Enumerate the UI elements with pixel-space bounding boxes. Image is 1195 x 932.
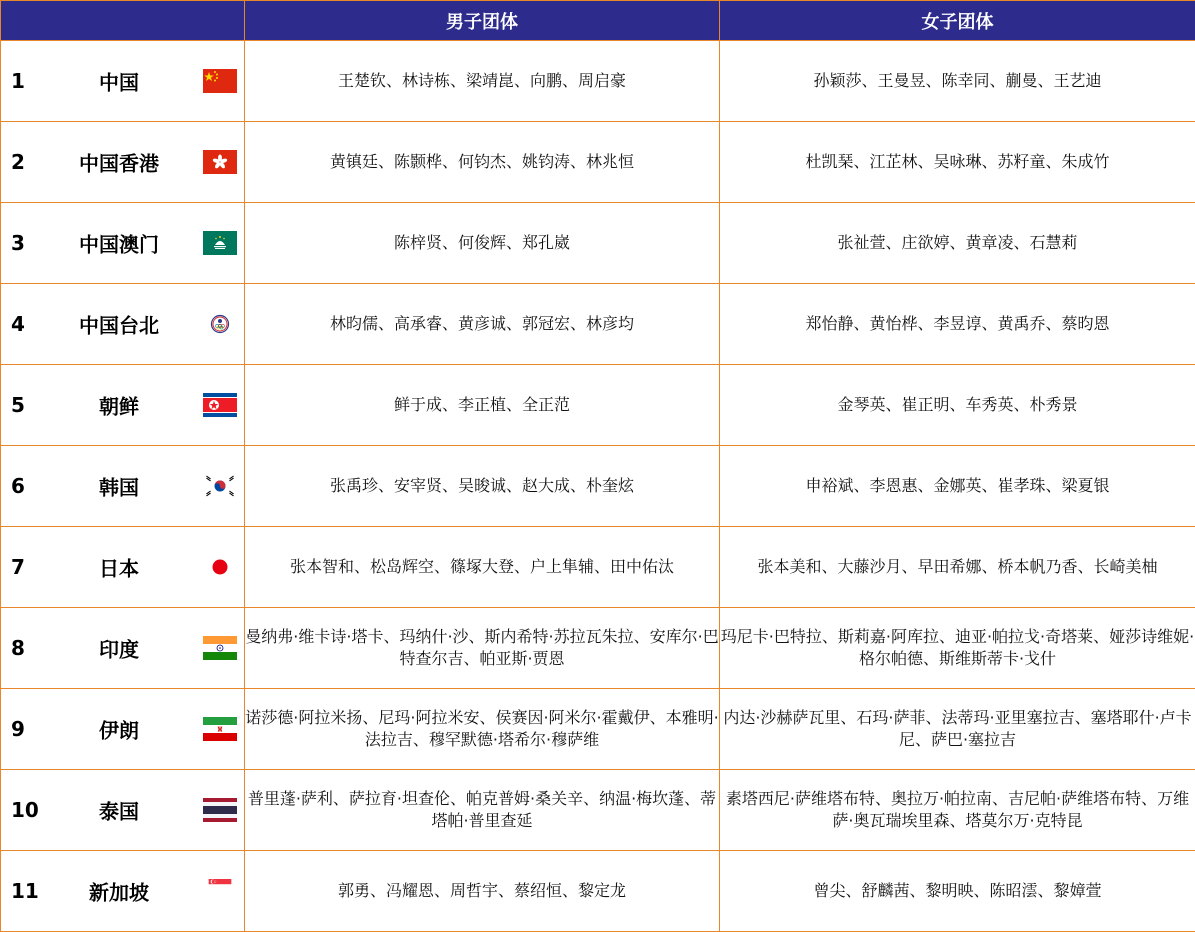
table-row xyxy=(1,365,1195,446)
country-cell xyxy=(1,689,245,770)
table-row xyxy=(1,284,1195,365)
rank-number: 9 xyxy=(11,717,25,741)
header-men-team: 男子团体 xyxy=(245,1,720,41)
country-name: 伊朗 xyxy=(99,715,139,744)
country-cell xyxy=(1,41,245,122)
women-team-players: 郑怡静、黄怡桦、李昱谆、黄禹乔、蔡昀恩 xyxy=(720,284,1195,365)
country-cell xyxy=(1,770,245,851)
men-team-players: 张本智和、松岛辉空、篠塚大登、户上隼辅、田中佑汰 xyxy=(245,527,720,608)
women-team-players: 申裕斌、李恩惠、金娜英、崔孝珠、梁夏银 xyxy=(720,446,1195,527)
table-row xyxy=(1,41,1195,122)
iran-flag-icon xyxy=(203,717,237,741)
men-team-players: 黄镇廷、陈颢桦、何钧杰、姚钧涛、林兆恒 xyxy=(245,122,720,203)
women-team-players: 杜凯琹、江芷林、吴咏琳、苏籽童、朱成竹 xyxy=(720,122,1195,203)
country-cell xyxy=(1,122,245,203)
men-team-players: 林昀儒、高承睿、黄彦诚、郭冠宏、林彦均 xyxy=(245,284,720,365)
rank-number: 6 xyxy=(11,474,25,498)
header-country-cell xyxy=(1,1,245,41)
country-cell xyxy=(1,203,245,284)
chinese-taipei-flag-icon xyxy=(203,312,237,336)
japan-flag-icon xyxy=(203,555,237,579)
country-name: 中国台北 xyxy=(79,310,159,339)
india-flag-icon xyxy=(203,636,237,660)
table-row xyxy=(1,203,1195,284)
hong-kong-flag-icon xyxy=(203,150,237,174)
country-cell xyxy=(1,608,245,689)
singapore-flag-icon xyxy=(203,879,237,895)
country-cell xyxy=(1,284,245,365)
rank-number: 4 xyxy=(11,312,25,336)
china-flag-icon xyxy=(203,69,237,93)
men-team-players: 诺莎德·阿拉米扬、尼玛·阿拉米安、侯赛因·阿米尔·霍戴伊、本雅明·法拉吉、穆罕默德·塔希尔·穆萨维 xyxy=(245,689,720,770)
rank-number: 2 xyxy=(11,150,25,174)
rank-number: 5 xyxy=(11,393,25,417)
women-team-players: 孙颖莎、王曼昱、陈幸同、蒯曼、王艺迪 xyxy=(720,41,1195,122)
men-team-players: 郭勇、冯耀恩、周哲宇、蔡绍恒、黎定龙 xyxy=(245,851,720,932)
country-cell xyxy=(1,527,245,608)
rank-number: 1 xyxy=(11,69,25,93)
country-name: 日本 xyxy=(99,553,139,582)
country-cell xyxy=(1,446,245,527)
men-team-players: 王楚钦、林诗栋、梁靖崑、向鹏、周启豪 xyxy=(245,41,720,122)
country-cell xyxy=(1,851,245,932)
men-team-players: 张禹珍、安宰贤、吴晙诚、赵大成、朴奎炫 xyxy=(245,446,720,527)
country-name: 中国 xyxy=(99,67,139,96)
table-row xyxy=(1,446,1195,527)
women-team-players: 张本美和、大藤沙月、早田希娜、桥本帆乃香、长崎美柚 xyxy=(720,527,1195,608)
men-team-players: 陈梓贤、何俊辉、郑孔崴 xyxy=(245,203,720,284)
women-team-players: 曾尖、舒麟茜、黎明映、陈昭澐、黎嫜萱 xyxy=(720,851,1195,932)
women-team-players: 素塔西尼·萨维塔布特、奥拉万·帕拉南、吉尼帕·萨维塔布特、万维萨·奥瓦瑞埃里森、塔莫尔万·克特昆 xyxy=(720,770,1195,851)
rank-number: 8 xyxy=(11,636,25,660)
macau-flag-icon xyxy=(203,231,237,255)
north-korea-flag-icon xyxy=(203,393,237,417)
table-row xyxy=(1,770,1195,851)
table-row xyxy=(1,608,1195,689)
rank-number: 10 xyxy=(11,798,39,822)
header-women-team: 女子团体 xyxy=(720,1,1195,41)
country-cell xyxy=(1,365,245,446)
country-name: 泰国 xyxy=(99,796,139,825)
south-korea-flag-icon xyxy=(203,474,237,498)
thailand-flag-icon xyxy=(203,798,237,822)
women-team-players: 内达·沙赫萨瓦里、石玛·萨菲、法蒂玛·亚里塞拉吉、塞塔耶什·卢卡尼、萨巴·塞拉吉 xyxy=(720,689,1195,770)
rank-number: 3 xyxy=(11,231,25,255)
table-row xyxy=(1,122,1195,203)
country-name: 中国澳门 xyxy=(79,229,159,258)
table-row xyxy=(1,527,1195,608)
table-row xyxy=(1,689,1195,770)
men-team-players: 普里蓬·萨利、萨拉育·坦查伦、帕克普姆·桑关辛、纳温·梅坎蓬、蒂塔帕·普里查延 xyxy=(245,770,720,851)
country-name: 朝鲜 xyxy=(99,391,139,420)
country-name: 新加坡 xyxy=(89,877,149,906)
women-team-players: 金琴英、崔正明、车秀英、朴秀景 xyxy=(720,365,1195,446)
men-team-players: 鲜于成、李正植、全正范 xyxy=(245,365,720,446)
table-row xyxy=(1,851,1195,932)
country-name: 韩国 xyxy=(99,472,139,501)
header-row xyxy=(1,1,1195,41)
rank-number: 11 xyxy=(11,879,39,903)
men-team-players: 曼纳弗·维卡诗·塔卡、玛纳什·沙、斯内希特·苏拉瓦朱拉、安库尔·巴特查尔吉、帕亚斯·贾恩 xyxy=(245,608,720,689)
women-team-players: 张祉萱、庄欲婷、黄章凌、石慧莉 xyxy=(720,203,1195,284)
country-name: 印度 xyxy=(99,634,139,663)
women-team-players: 玛尼卡·巴特拉、斯莉嘉·阿库拉、迪亚·帕拉戈·奇塔莱、娅莎诗维妮·格尔帕德、斯维斯蒂卡·戈什 xyxy=(720,608,1195,689)
country-name: 中国香港 xyxy=(79,148,159,177)
rank-number: 7 xyxy=(11,555,25,579)
